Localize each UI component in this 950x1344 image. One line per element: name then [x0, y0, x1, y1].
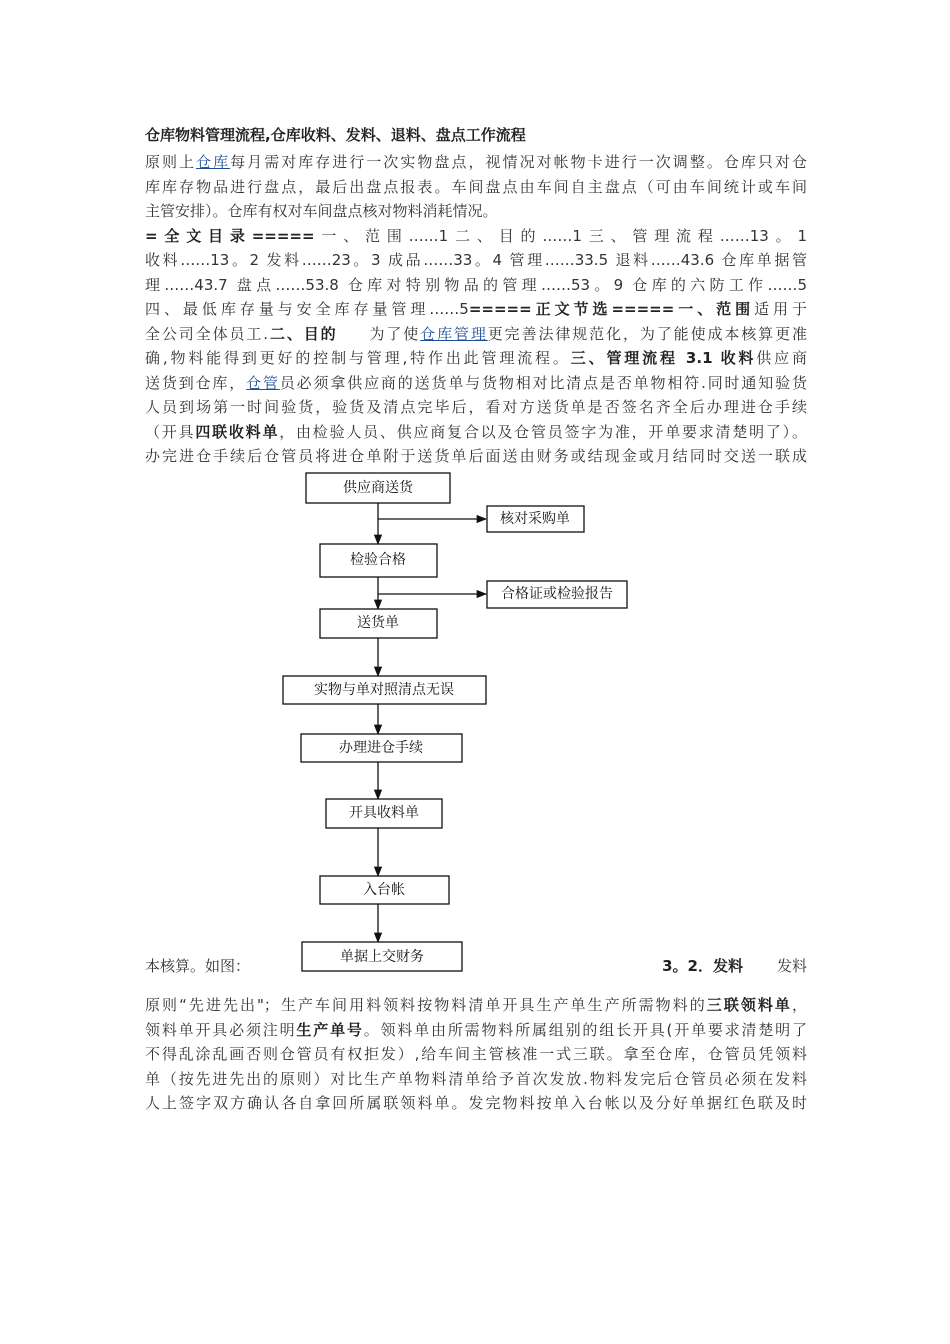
- text-line: 主管安排）。仓库有权对车间盘点核对物料消耗情况。: [145, 202, 498, 220]
- text-run: 原则“先进先出"；生产车间用料领料按物料清单开具生产单生产所需物料的: [145, 996, 707, 1014]
- section-heading: 一、范围: [674, 300, 755, 318]
- flow-step-submit-to-finance: [302, 942, 462, 971]
- toc-heading: =全文目录=====: [145, 226, 315, 245]
- flow-step-label: 办理进仓手续: [339, 740, 423, 756]
- flow-step-issue-receipt: [326, 799, 442, 828]
- flow-step-label: 供应商送货: [343, 480, 413, 496]
- flow-step-warehouse-entry: [301, 734, 462, 762]
- section-heading-dispatch: [662, 955, 807, 976]
- figure-caption: 本核算。如图：: [145, 957, 251, 975]
- flow-step-goods-check: [283, 676, 486, 704]
- text-line: 人上签字双方确认各自拿回所属联领料单。发完物料按单入台帐以及分好单据红色联及时: [145, 1094, 807, 1112]
- flow-step-label: 入台帐: [363, 882, 405, 898]
- text-run: ，由检验人员、供应商复合以及仓管员签字为准，开单要求清楚明了）。: [279, 422, 807, 441]
- text-line: [145, 993, 807, 1018]
- flow-side-check-po: [487, 506, 584, 532]
- text-run: 每月需对库存进行一次实物盘点，视情况对帐物卡进行一次调整。仓库只对仓: [230, 153, 807, 171]
- text-line: 库库存物品进行盘点，最后出盘点报表。车间盘点由车间自主盘点（可由车间统计或车间: [145, 177, 807, 196]
- toc-line: 理……43.7 盘点……53.8 仓库对特别物品的管理……53。9 仓库的六防工作……5: [145, 275, 807, 294]
- link-warehouse-management[interactable]: 仓库管理: [420, 324, 488, 343]
- flow-step-label: 单据上交财务: [340, 949, 424, 965]
- text-run: 更完善法律规范化，为了能使成本核算更准: [487, 324, 807, 343]
- text-run: 。领料单由所需物料所属组别的组长开具(开单要求清楚明了: [363, 1020, 807, 1039]
- bold-term: 三联领料单: [706, 996, 792, 1014]
- flow-step-label: 实物与单对照清点无误: [314, 682, 454, 698]
- text-run: 员必须拿供应商的送货单与货物相对比清点是否单物相符.同时通知验货: [279, 373, 807, 392]
- flow-step-label: 合格证或检验报告: [501, 586, 613, 602]
- flow-step-label: 核对采购单: [500, 511, 570, 527]
- toc-item: 一、范围……1: [314, 226, 449, 245]
- flow-step-label: 检验合格: [350, 552, 406, 568]
- toc-item: 三、管理流程……13。1: [581, 226, 807, 245]
- text-line: 办完进仓手续后仓管员将进仓单附于送货单后面送由财务或结现金或月结同时交送一联成: [145, 447, 807, 465]
- toc-item: 二、目的……1: [448, 226, 582, 245]
- dispatch-paragraph: [145, 993, 807, 1116]
- link-storekeeper[interactable]: 仓管: [246, 373, 280, 392]
- text-run: 全公司全体员工.: [145, 324, 269, 343]
- section-heading: 二、目的: [268, 324, 338, 343]
- section-heading: 3。2．发料: [662, 957, 743, 975]
- text-run: 原则上: [145, 153, 197, 171]
- bold-term: 四联收料单: [195, 422, 280, 441]
- text-run: 确,物料能得到更好的控制与管理,特作出此管理流程。: [145, 349, 571, 367]
- toc-line: 收料……13。2 发料……23。3 成品……33。4 管理……33.5 退料……43.6 仓库单据管: [145, 251, 807, 269]
- text-run: ，: [791, 996, 807, 1014]
- text-run: 发料: [776, 957, 807, 975]
- link-warehouse[interactable]: 仓库: [196, 153, 231, 171]
- text-run: 四、最低库存量与安全库存量管理……5: [145, 300, 469, 318]
- text-line: 人员到场第一时间验货，验货及清点完毕后，看对方送货单是否签名齐全后办理进仓手续: [145, 398, 807, 416]
- text-run: 领料单开具必须注明: [145, 1020, 297, 1039]
- text-run: （开具: [145, 422, 196, 441]
- doc-title: 仓库物料管理流程,仓库收料、发料、退料、盘点工作流程: [145, 126, 526, 144]
- text-line: [145, 1018, 807, 1043]
- flow-step-inspection-passed: [320, 544, 437, 577]
- flow-step-label: 开具收料单: [349, 805, 419, 821]
- excerpt-heading: =====正文节选=====: [468, 300, 675, 318]
- text-line: 单（按先进先出的原则）对比生产单物料清单给予首次发放.物料发完后仓管员必须在发料: [145, 1069, 807, 1088]
- flow-step-supplier-delivery: [306, 473, 450, 503]
- text-run: 适用于: [754, 300, 807, 318]
- text-run: 供应商: [756, 349, 807, 367]
- flow-step-delivery-note: [320, 609, 437, 638]
- flow-side-certificate: [487, 581, 627, 608]
- text-line: 不得乱涂乱画否则仓管员有权拒发）,给车间主管核准一式三联。拿至仓库，仓管员凭领料: [145, 1045, 807, 1063]
- flow-step-label: 送货单: [357, 615, 399, 631]
- bold-term: 生产单号: [296, 1020, 364, 1039]
- section-heading: 三、管理流程 3.1 收料: [570, 349, 757, 367]
- flow-step-ledger-entry: [320, 876, 449, 904]
- text-run: 送货到仓库，: [145, 373, 247, 392]
- text-run: 为了使: [367, 324, 421, 343]
